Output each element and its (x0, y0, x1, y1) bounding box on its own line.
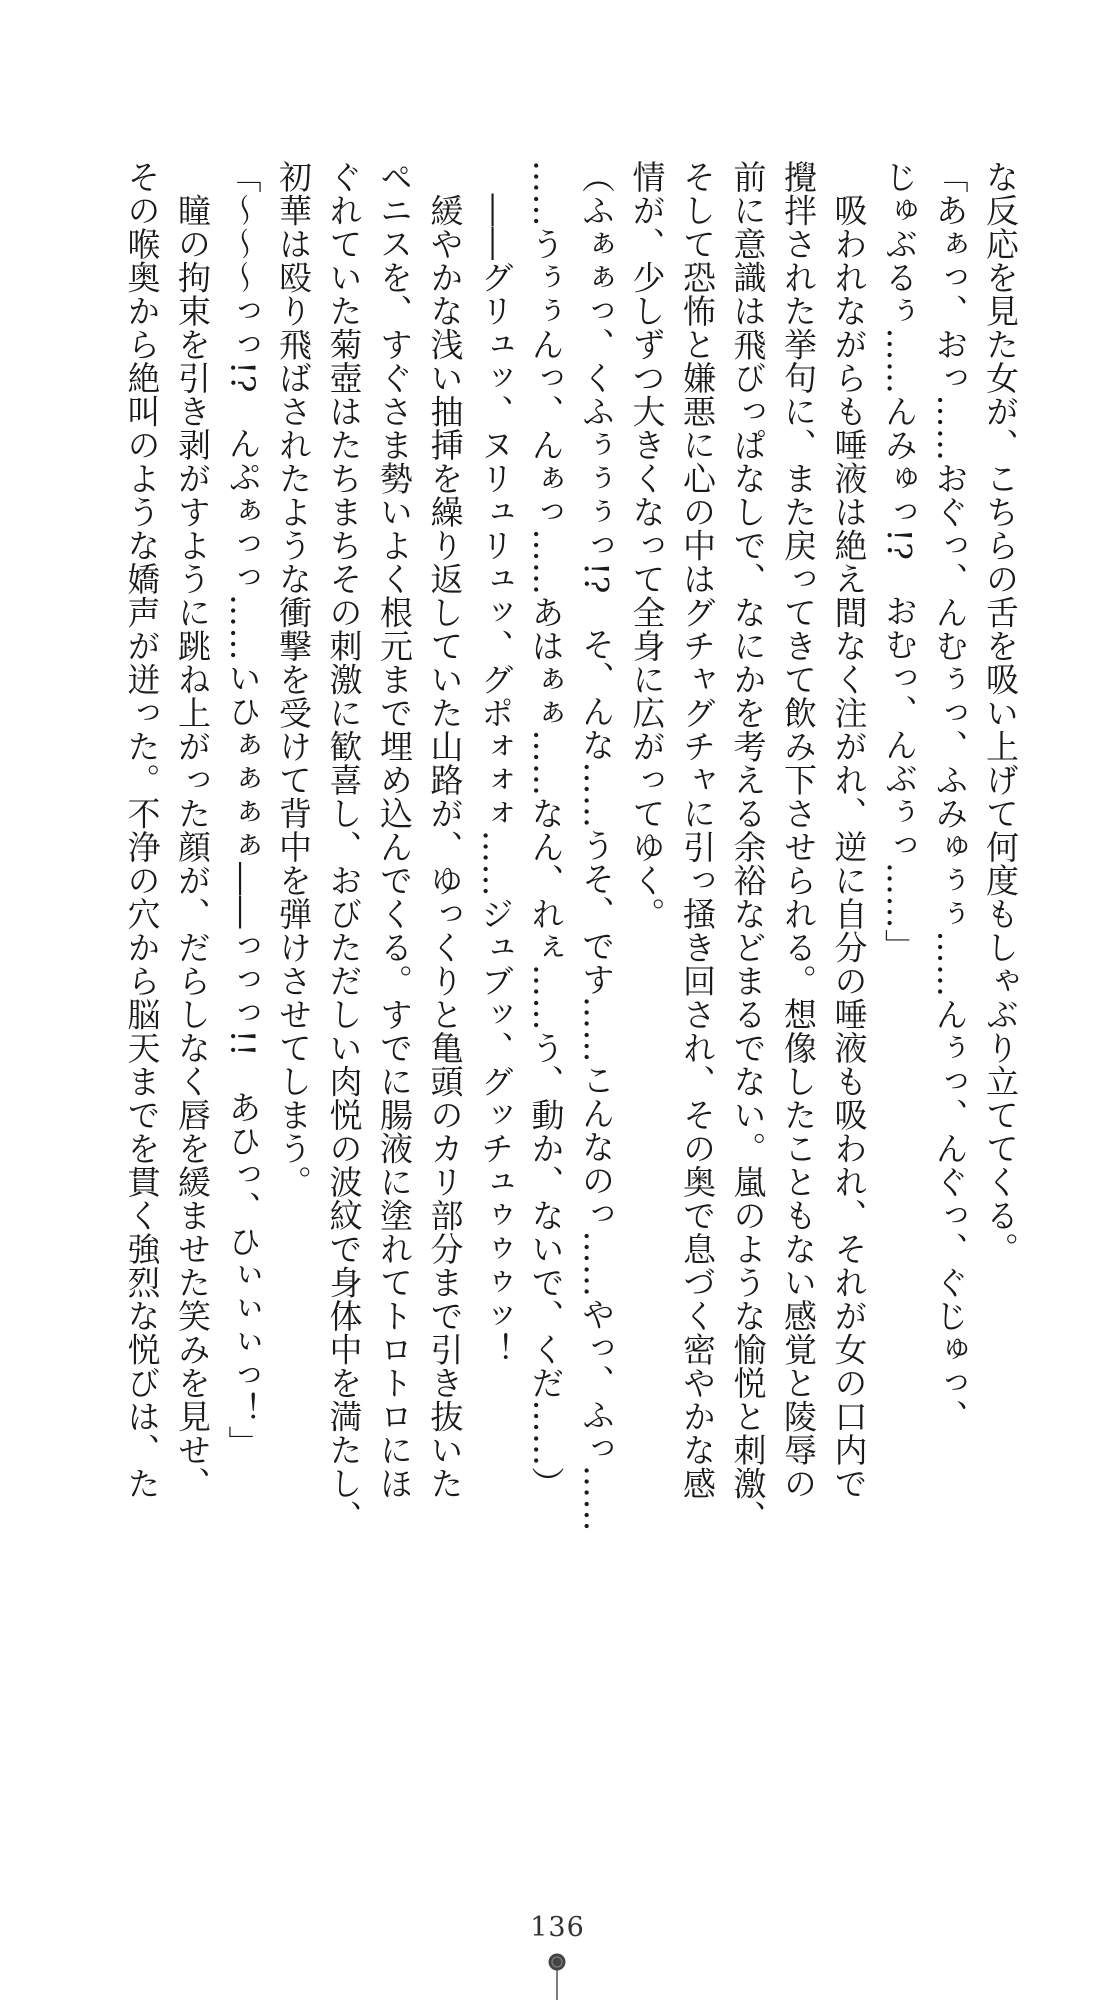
page-ornament-icon (545, 1952, 569, 2000)
text-line: 瞳の拘束を引き剥がすように跳ね上がった顔が、だらしなく唇を緩ませた笑みを見せ、 (173, 160, 212, 1500)
text-line: 「あぁっ、おっ……おぐっ、んむぅっ、ふみゅぅぅ……んぅっ、んぐっ、ぐじゅっ、 (930, 160, 970, 1433)
text-line: 前に意識は飛びっぱなしで、なにかを考える余裕などまるでない。嵐のような愉悦と刺激、 (728, 160, 768, 1534)
text-line: 緩やかな浅い抽挿を繰り返していた山路が、ゆっくりと亀頭のカリ部分まで引き抜いた (425, 160, 465, 1500)
text-line: 攪拌された挙句に、また戻ってきて飲み下させられる。想像したこともない感覚と陵辱の (779, 160, 818, 1500)
text-line: ……うぅぅんっ、んぁっ……あはぁぁ……なん、れぇ……う、動か、ないで、くだ……） (526, 160, 566, 1500)
text-line: その喉奥から絶叫のような嬌声が迸った。不浄の穴から脳天までを貫く強烈な悦びは、た (122, 160, 162, 1500)
text-line: ――グリュッ、ヌリュリュッ、グポォォォ……ジュブッ、グッチュゥゥゥッ！ (476, 160, 515, 1366)
vertical-text-body (116, 160, 1025, 1630)
text-line: 初華は殴り飛ばされたような衝撃を受けて背中を弾けさせてしまう。 (274, 160, 313, 1199)
text-line: 情が、少しずつ大きくなって全身に広がってゆく。 (627, 160, 667, 931)
text-line: （ふぁぁっ、くふぅぅぅっ!? そ、んな……うそ、です……こんなのっ……やっ、ふっ…… (577, 160, 616, 1532)
text-line: 「～～～っっ!? んぷぁっっ……いひぁぁぁぁ――っっっ!! あひっ、ひぃぃぃっ！」 (223, 160, 263, 1459)
text-line: ぐれていた菊壺はたちまちその刺激に歓喜し、おびただしい肉悦の波紋で身体中を満たし、 (324, 160, 364, 1534)
text-line: 吸われながらも唾液は絶え間なく注がれ、逆に自分の唾液も吸われ、それが女の口内で (829, 160, 869, 1500)
page-number: 136 (530, 1912, 585, 1943)
text-line: じゅぶるぅ……んみゅっ!? おむっ、んぶぅっ……」 (880, 160, 919, 963)
text-line: ペニスを、すぐさま勢いよく根元まで埋め込んでくる。すでに腸液に塗れてトロトロにほ (375, 160, 414, 1500)
text-line: な反応を見た女が、こちらの舌を吸い上げて何度もしゃぶり立ててくる。 (981, 160, 1020, 1266)
text-line: そして恐怖と嫌悪に心の中はグチャグチャに引っ掻き回され、その奥で息づく密やかな感 (678, 160, 717, 1500)
